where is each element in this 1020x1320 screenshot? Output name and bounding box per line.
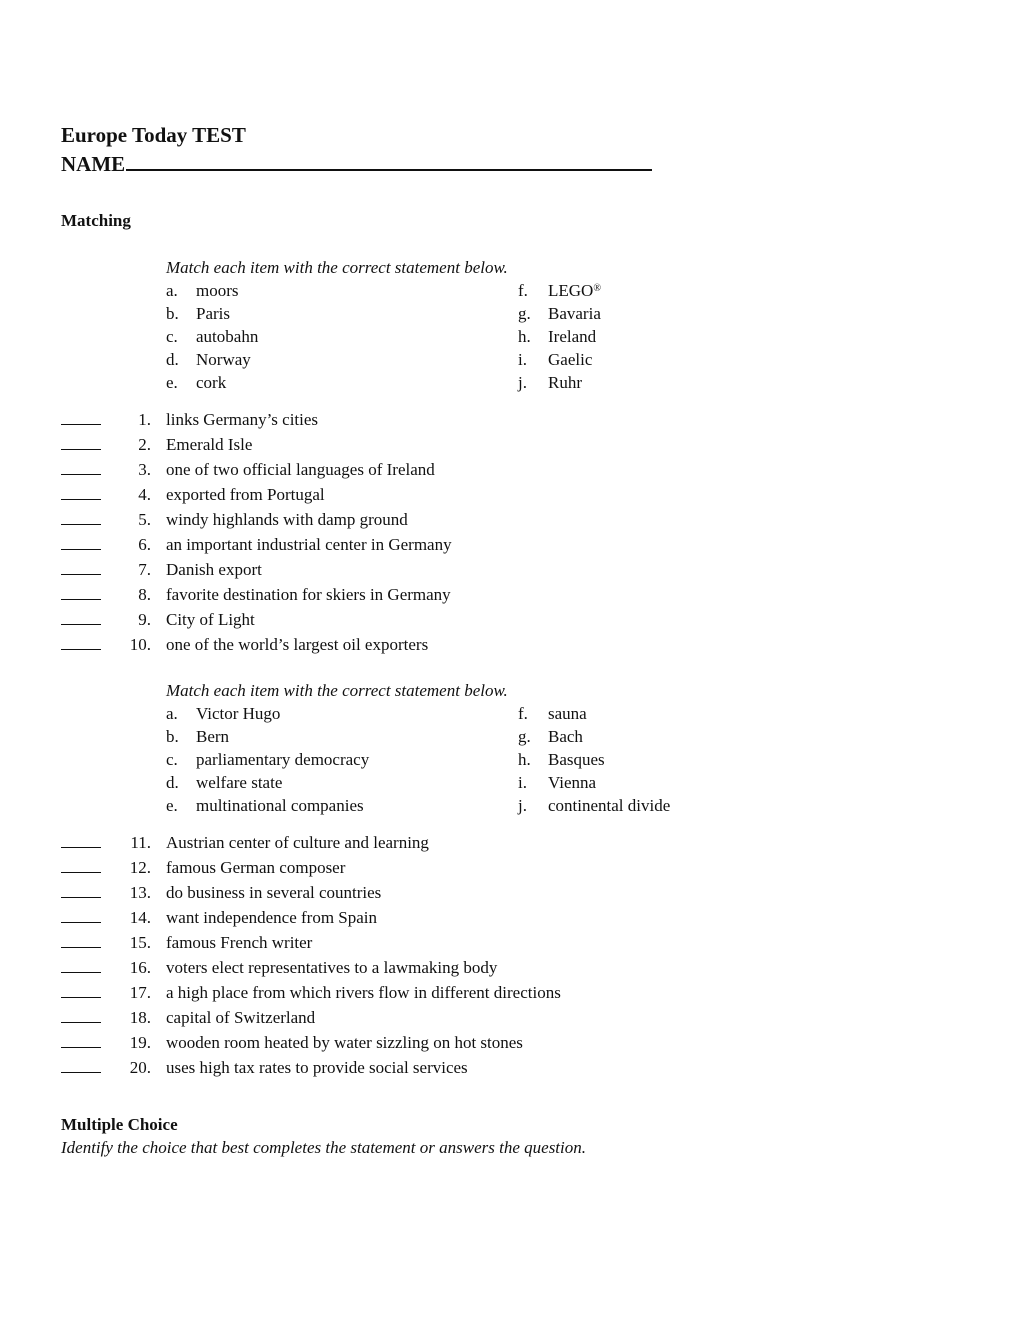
question-text: exported from Portugal [166, 485, 325, 504]
question-number: 13. [129, 883, 151, 902]
bank-term: parliamentary democracy [196, 750, 370, 769]
answer-blank[interactable] [61, 649, 101, 650]
word-bank-row [166, 725, 726, 748]
question-number: 20. [129, 1058, 151, 1077]
question-row [61, 432, 761, 457]
word-bank-row [166, 771, 726, 794]
multiple-choice-heading: Multiple Choice [61, 1115, 178, 1134]
question-text: City of Light [166, 610, 255, 629]
question-number: 12. [129, 858, 151, 877]
bank-term: Bavaria [548, 304, 601, 323]
bank-term: Norway [196, 350, 251, 369]
answer-blank[interactable] [61, 1022, 101, 1023]
answer-blank[interactable] [61, 947, 101, 948]
question-text: one of two official languages of Ireland [166, 460, 435, 479]
question-row [61, 457, 761, 482]
question-number: 6. [138, 535, 151, 554]
bank-term: Ireland [548, 327, 597, 346]
answer-blank[interactable] [61, 599, 101, 600]
question-row [61, 582, 761, 607]
bank-term: cork [196, 373, 227, 392]
question-row [61, 1030, 761, 1055]
test-title: Europe Today TEST [61, 123, 246, 147]
bank-letter: i. [518, 350, 527, 369]
registered-mark: ® [593, 283, 601, 294]
question-number: 7. [138, 560, 151, 579]
bank-term: sauna [548, 704, 587, 723]
answer-blank[interactable] [61, 972, 101, 973]
answer-blank[interactable] [61, 872, 101, 873]
bank-letter: f. [518, 704, 528, 723]
bank-term: Paris [196, 304, 230, 323]
question-number: 9. [138, 610, 151, 629]
question-row [61, 830, 761, 855]
bank-letter: i. [518, 773, 527, 792]
question-row [61, 930, 761, 955]
question-text: windy highlands with damp ground [166, 510, 408, 529]
question-text: favorite destination for skiers in Germany [166, 585, 451, 604]
answer-blank[interactable] [61, 922, 101, 923]
question-text: want independence from Spain [166, 908, 378, 927]
question-row [61, 507, 761, 532]
bank-letter: f. [518, 281, 528, 300]
name-field [61, 149, 652, 177]
bank-term [548, 279, 601, 302]
bank-letter: b. [166, 304, 179, 323]
answer-blank[interactable] [61, 897, 101, 898]
answer-blank[interactable] [61, 424, 101, 425]
bank-term: Victor Hugo [196, 704, 281, 723]
question-text: Emerald Isle [166, 435, 253, 454]
bank-term: Bern [196, 727, 230, 746]
bank-letter: e. [166, 373, 178, 392]
question-number: 2. [138, 435, 151, 454]
bank-term-text: LEGO [548, 281, 594, 300]
answer-blank[interactable] [61, 474, 101, 475]
question-row [61, 532, 761, 557]
name-label: NAME [61, 152, 126, 176]
bank-letter: j. [518, 373, 527, 392]
bank-term: Gaelic [548, 350, 593, 369]
bank-term: multinational companies [196, 796, 364, 815]
answer-blank[interactable] [61, 847, 101, 848]
question-row [61, 632, 761, 657]
matching-heading: Matching [61, 211, 131, 230]
answer-blank[interactable] [61, 524, 101, 525]
bank-letter: j. [518, 796, 527, 815]
question-number: 16. [129, 958, 151, 977]
bank-term: autobahn [196, 327, 259, 346]
question-number: 5. [138, 510, 151, 529]
question-text: Danish export [166, 560, 262, 579]
bank-letter: b. [166, 727, 179, 746]
part1-word-bank [166, 279, 726, 394]
question-row [61, 955, 761, 980]
bank-letter: g. [518, 727, 531, 746]
multiple-choice-instruction: Identify the choice that best completes the statement or answers the question. [61, 1138, 586, 1157]
question-text: capital of Switzerland [166, 1008, 316, 1027]
answer-blank[interactable] [61, 574, 101, 575]
question-text: famous German composer [166, 858, 346, 877]
question-number: 10. [129, 635, 151, 654]
bank-letter: e. [166, 796, 178, 815]
answer-blank[interactable] [61, 1072, 101, 1073]
name-blank-line[interactable] [126, 149, 652, 171]
word-bank-row [166, 794, 726, 817]
bank-letter: d. [166, 773, 179, 792]
part2-word-bank [166, 702, 726, 817]
word-bank-row [166, 325, 726, 348]
word-bank-row [166, 302, 726, 325]
word-bank-row [166, 702, 726, 725]
question-text: famous French writer [166, 933, 313, 952]
answer-blank[interactable] [61, 1047, 101, 1048]
question-number: 19. [129, 1033, 151, 1052]
part2-questions [61, 830, 761, 1080]
question-text: voters elect representatives to a lawmaking body [166, 958, 498, 977]
question-row [61, 482, 761, 507]
answer-blank[interactable] [61, 499, 101, 500]
question-row [61, 855, 761, 880]
bank-term: Ruhr [548, 373, 582, 392]
question-row [61, 905, 761, 930]
question-text: a high place from which rivers flow in different directions [166, 983, 561, 1002]
bank-term: Basques [548, 750, 605, 769]
question-row [61, 557, 761, 582]
question-text: do business in several countries [166, 883, 382, 902]
question-number: 3. [138, 460, 151, 479]
bank-letter: a. [166, 281, 178, 300]
question-text: uses high tax rates to provide social services [166, 1058, 468, 1077]
bank-letter: d. [166, 350, 179, 369]
word-bank-row [166, 371, 726, 394]
bank-letter: c. [166, 327, 178, 346]
question-number: 1. [138, 410, 151, 429]
answer-blank[interactable] [61, 624, 101, 625]
question-text: one of the world’s largest oil exporters [166, 635, 429, 654]
word-bank-row [166, 748, 726, 771]
question-row [61, 407, 761, 432]
question-text: wooden room heated by water sizzling on hot stones [166, 1033, 523, 1052]
question-row [61, 607, 761, 632]
question-text: links Germany’s cities [166, 410, 319, 429]
part1-instruction: Match each item with the correct statement below. [166, 258, 508, 277]
bank-letter: h. [518, 327, 531, 346]
answer-blank[interactable] [61, 549, 101, 550]
bank-term: moors [196, 281, 239, 300]
answer-blank[interactable] [61, 449, 101, 450]
question-number: 11. [130, 833, 151, 852]
part1-questions [61, 407, 761, 657]
question-number: 14. [129, 908, 151, 927]
question-text: Austrian center of culture and learning [166, 833, 429, 852]
word-bank-row [166, 348, 726, 371]
question-number: 8. [138, 585, 151, 604]
question-number: 4. [138, 485, 151, 504]
bank-letter: g. [518, 304, 531, 323]
bank-letter: a. [166, 704, 178, 723]
part2-instruction: Match each item with the correct statement below. [166, 681, 508, 700]
bank-term: Bach [548, 727, 583, 746]
question-text: an important industrial center in Germany [166, 535, 452, 554]
question-number: 15. [129, 933, 151, 952]
bank-letter: c. [166, 750, 178, 769]
bank-term: continental divide [548, 796, 671, 815]
bank-letter: h. [518, 750, 531, 769]
question-row [61, 880, 761, 905]
question-number: 18. [129, 1008, 151, 1027]
question-row [61, 1055, 761, 1080]
bank-term: Vienna [548, 773, 597, 792]
answer-blank[interactable] [61, 997, 101, 998]
question-row [61, 1005, 761, 1030]
question-number: 17. [129, 983, 151, 1002]
word-bank-row [166, 279, 726, 302]
bank-term: welfare state [196, 773, 283, 792]
question-row [61, 980, 761, 1005]
